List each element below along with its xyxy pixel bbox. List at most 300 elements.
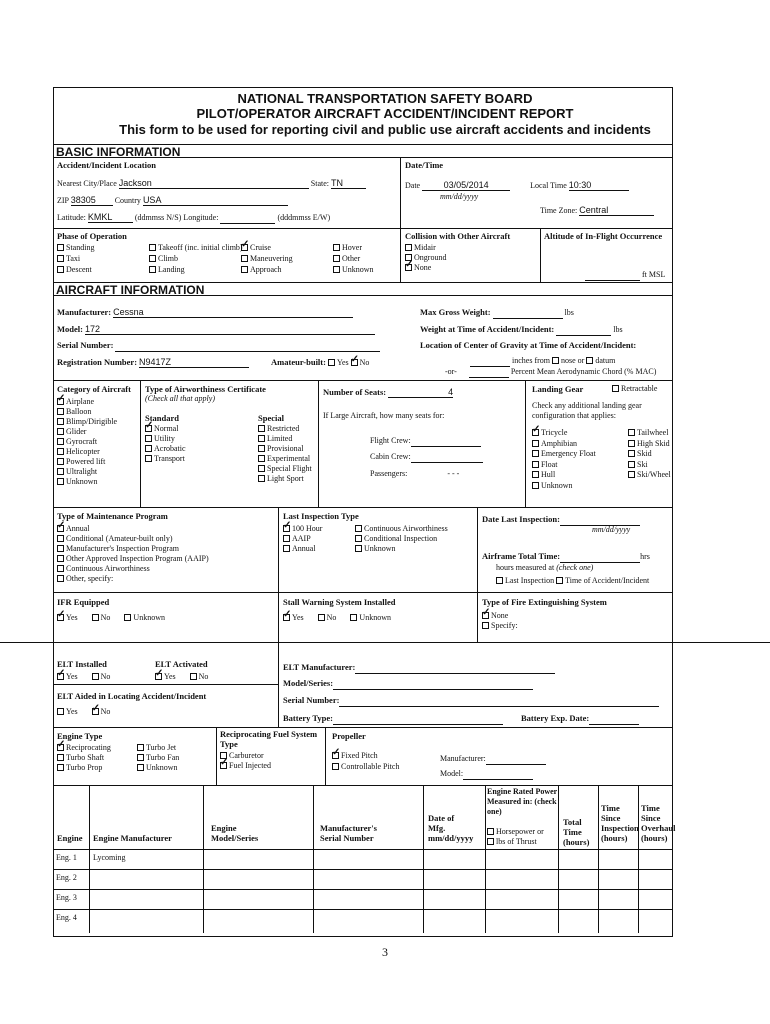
table-row xyxy=(56,873,77,883)
cabin-crew-row xyxy=(370,452,483,463)
engtypes-option-unknown xyxy=(137,763,178,773)
airworthiness-hint: (Check all that apply) xyxy=(145,394,215,403)
passengers-label: Passengers: xyxy=(370,469,408,478)
category-airplane-checkbox[interactable] xyxy=(57,398,64,405)
gear-float-label: Float xyxy=(541,459,558,469)
maint-other-specify-checkbox[interactable] xyxy=(57,575,64,582)
lastinsp-annual-label: Annual xyxy=(292,544,316,553)
engtypes-reciprocating-label: Reciprocating xyxy=(66,743,111,752)
phases-option-climb xyxy=(149,254,178,264)
fuel-fuel-injected-label: Fuel Injected xyxy=(229,761,271,770)
horsepower-checkbox[interactable] xyxy=(487,828,494,835)
engtypes-turbo-shaft-label: Turbo Shaft xyxy=(66,753,105,762)
cg-label: Location of Center of Gravity at Time of Accident/Incident: xyxy=(420,340,637,350)
cg-datum-label: datum xyxy=(595,356,616,365)
engtypes-turbo-jet-checkbox[interactable] xyxy=(137,744,144,751)
maint-continuous-airworthiness-checkbox[interactable] xyxy=(57,565,64,572)
fire-title: Type of Fire Extinguishing System xyxy=(482,597,607,607)
mgw-label: Max Gross Weight: xyxy=(420,307,491,317)
cg-or: or xyxy=(577,356,585,365)
cg-datum-checkbox[interactable] xyxy=(586,357,593,364)
stall-option-no xyxy=(318,613,337,622)
category-unknown-checkbox[interactable] xyxy=(57,478,64,485)
airframe-unit: hrs xyxy=(640,552,650,561)
engtypes-option-turbo-jet xyxy=(137,743,176,753)
std-utility-checkbox[interactable] xyxy=(145,435,152,442)
prop-model-field[interactable] xyxy=(463,769,533,780)
maint-other-approved-inspection-program-aaip-checkbox[interactable] xyxy=(57,555,64,562)
divider xyxy=(278,642,279,727)
local-time-label: Local Time xyxy=(530,181,567,190)
prop-model-label: Model: xyxy=(440,769,464,778)
ifr-no-label: No xyxy=(100,613,111,622)
stall-yes-label: Yes xyxy=(292,613,304,622)
table-row xyxy=(56,893,77,903)
local-time-field[interactable]: 10:30 xyxy=(569,180,629,191)
mgw-field[interactable] xyxy=(493,308,563,319)
amateur-no-checkbox[interactable] xyxy=(351,359,358,366)
lat-row xyxy=(57,212,330,224)
divider xyxy=(53,727,673,728)
gear-option-emergency-float xyxy=(532,449,596,459)
elt-serial-row xyxy=(283,695,659,707)
prop-controllable-pitch-checkbox[interactable] xyxy=(332,763,339,770)
col-time-since-overhaul: Time Since Overhaul (hours) xyxy=(641,803,676,843)
gear-skid-checkbox[interactable] xyxy=(628,450,635,457)
gear-ski-wheel-checkbox[interactable] xyxy=(628,471,635,478)
amateur-no-label: No xyxy=(359,358,370,367)
maint-manufacturer-s-inspection-program-checkbox[interactable] xyxy=(57,545,64,552)
altitude-field[interactable] xyxy=(585,270,640,281)
elt-mfr-label: ELT Manufacturer: xyxy=(283,662,356,672)
lastinsp-conditional-inspection-checkbox[interactable] xyxy=(355,535,362,542)
engtypes-option-turbo-fan xyxy=(137,753,179,763)
phases-approach-label: Approach xyxy=(250,265,282,274)
std-normal-checkbox[interactable] xyxy=(145,425,152,432)
weight-label: Weight at Time of Accident/Incident: xyxy=(420,324,555,334)
engtypes-option-reciprocating xyxy=(57,743,111,753)
cg-mac-row xyxy=(445,367,656,378)
flight-crew-row xyxy=(370,436,481,447)
engine-table xyxy=(53,785,676,935)
eltact-no-checkbox[interactable] xyxy=(190,673,197,680)
phases-approach-checkbox[interactable] xyxy=(241,266,248,273)
eltaid-no-checkbox[interactable] xyxy=(92,708,99,715)
city-label: Nearest City/Place xyxy=(57,179,117,188)
phases-other-checkbox[interactable] xyxy=(333,255,340,262)
engtypes-reciprocating-checkbox[interactable] xyxy=(57,744,64,751)
gear-hint: Check any additional landing gear configuration that applies: xyxy=(532,401,642,420)
gear-amphibian-label: Amphibian xyxy=(541,438,577,448)
category-glider-checkbox[interactable] xyxy=(57,428,64,435)
eltact-yes-checkbox[interactable] xyxy=(155,673,162,680)
category-helicopter-checkbox[interactable] xyxy=(57,448,64,455)
ifr-unknown-checkbox[interactable] xyxy=(124,614,131,621)
fire-none-checkbox[interactable] xyxy=(482,612,489,619)
weight-field[interactable] xyxy=(556,325,611,336)
phases-climb-checkbox[interactable] xyxy=(149,255,156,262)
last-inspection-checkbox[interactable] xyxy=(496,577,503,584)
gear-unknown-checkbox[interactable] xyxy=(532,482,539,489)
cabin-crew-label: Cabin Crew: xyxy=(370,452,411,461)
engine-number: Eng. 3 xyxy=(56,893,77,902)
amateur-yes-checkbox[interactable] xyxy=(328,359,335,366)
zip-row xyxy=(57,195,288,206)
std-acrobatic-label: Acrobatic xyxy=(154,444,186,453)
phases-option-maneuvering xyxy=(241,254,293,264)
spec-option-light-sport xyxy=(258,474,304,484)
battery-type-field[interactable] xyxy=(333,714,503,725)
spec-option-limited xyxy=(258,434,292,444)
std-option-utility xyxy=(145,434,175,444)
passengers-row xyxy=(370,469,459,479)
category-option-balloon xyxy=(57,407,91,417)
divider xyxy=(140,380,141,507)
category-ultralight-checkbox[interactable] xyxy=(57,468,64,475)
passengers-field[interactable]: - - - xyxy=(447,469,460,478)
stall-option-unknown xyxy=(350,613,391,622)
gear-tricycle-checkbox[interactable] xyxy=(532,429,539,436)
state-label: State: xyxy=(310,179,329,188)
lat-field[interactable]: KMKL xyxy=(88,212,133,223)
phases-takeoff-inc-initial-climb-checkbox[interactable] xyxy=(149,244,156,251)
engtypes-unknown-checkbox[interactable] xyxy=(137,764,144,771)
spec-limited-checkbox[interactable] xyxy=(258,435,265,442)
phases-taxi-checkbox[interactable] xyxy=(57,255,64,262)
retractable-checkbox[interactable] xyxy=(612,385,619,392)
category-balloon-label: Balloon xyxy=(66,407,92,416)
table-row xyxy=(56,853,126,863)
date-field[interactable]: 03/05/2014 xyxy=(422,180,510,191)
spec-special-flight-checkbox[interactable] xyxy=(258,465,265,472)
fuel-fuel-injected-checkbox[interactable] xyxy=(220,762,227,769)
state-field[interactable]: TN xyxy=(331,178,366,189)
lastinsp-continuous-airworthiness-label: Continuous Airworthiness xyxy=(364,524,448,533)
table-divider xyxy=(53,849,673,850)
weight-unit: lbs xyxy=(613,325,623,334)
lastinsp-unknown-checkbox[interactable] xyxy=(355,545,362,552)
zone-field[interactable]: Central xyxy=(579,205,654,216)
cg-mac-label: Percent Mean Aerodynamic Chord (% MAC) xyxy=(510,367,657,376)
cg-nose-checkbox[interactable] xyxy=(552,357,559,364)
engtypes-turbo-fan-label: Turbo Fan xyxy=(146,753,180,762)
ifr-option-unknown xyxy=(124,613,165,622)
ifr-title: IFR Equipped xyxy=(57,597,110,607)
col-total-time: Total Time (hours) xyxy=(563,817,590,847)
eltact-option-yes xyxy=(155,672,176,681)
ifr-no-checkbox[interactable] xyxy=(92,614,99,621)
reg-field[interactable]: N9417Z xyxy=(139,357,249,368)
airframe-row xyxy=(482,551,650,563)
serial-field[interactable] xyxy=(115,341,380,352)
col-date-of-mfg: Date of Mfg. mm/dd/yyyy xyxy=(428,813,474,843)
country-field[interactable]: USA xyxy=(143,195,288,206)
zip-field[interactable]: 38305 xyxy=(71,195,113,206)
spec-light-sport-label: Light Sport xyxy=(267,474,304,483)
phase-title: Phase of Operation xyxy=(57,231,127,241)
lastinsp-option-annual xyxy=(283,544,316,554)
form-header-agency: NATIONAL TRANSPORTATION SAFETY BOARD xyxy=(237,91,533,106)
category-balloon-checkbox[interactable] xyxy=(57,408,64,415)
category-option-gyrocraft xyxy=(57,437,97,447)
table-divider xyxy=(53,889,673,890)
prop-fixed-pitch-label: Fixed Pitch xyxy=(341,751,378,760)
elt-model-label: Model/Series: xyxy=(283,678,334,688)
table-divider xyxy=(53,909,673,910)
time-of-accident-checkbox[interactable] xyxy=(556,577,563,584)
cg-inches-label: inches from xyxy=(512,356,550,365)
category-helicopter-label: Helicopter xyxy=(66,447,100,456)
elt-model-field[interactable] xyxy=(333,679,533,690)
spec-experimental-checkbox[interactable] xyxy=(258,455,265,462)
std-option-transport xyxy=(145,454,185,464)
maint-option-other-approved-inspection-program-aaip xyxy=(57,554,209,564)
gear-emergency-float-label: Emergency Float xyxy=(541,449,596,458)
mfr-label: Manufacturer: xyxy=(57,307,112,317)
eltaid-yes-checkbox[interactable] xyxy=(57,708,64,715)
ifr-yes-checkbox[interactable] xyxy=(57,614,64,621)
gear-tailwheel-checkbox[interactable] xyxy=(628,429,635,436)
phases-descent-checkbox[interactable] xyxy=(57,266,64,273)
reg-label: Registration Number: xyxy=(57,357,138,367)
fire-option-specify xyxy=(482,621,518,631)
lastinsp-unknown-label: Unknown xyxy=(364,544,396,553)
gear-hull-checkbox[interactable] xyxy=(532,471,539,478)
prop-fixed-pitch-checkbox[interactable] xyxy=(332,752,339,759)
gear-hull-label: Hull xyxy=(541,470,556,479)
engine-manufacturer-cell[interactable]: Lycoming xyxy=(93,853,126,862)
fire-none-label: None xyxy=(491,611,509,620)
collision-title: Collision with Other Aircraft xyxy=(405,231,511,241)
gear-option-float xyxy=(532,460,557,470)
gear-ski-checkbox[interactable] xyxy=(628,461,635,468)
phases-hover-label: Hover xyxy=(342,243,362,252)
engtypes-turbo-prop-checkbox[interactable] xyxy=(57,764,64,771)
zone-label: Time Zone: xyxy=(540,206,578,215)
table-divider xyxy=(423,785,424,933)
elt-mfr-field[interactable] xyxy=(355,663,555,674)
category-blimp-dirigible-checkbox[interactable] xyxy=(57,418,64,425)
category-option-helicopter xyxy=(57,447,100,457)
lastinsp-100-hour-label: 100 Hour xyxy=(292,524,323,533)
last-inspection-label: Last Inspection xyxy=(505,576,555,585)
std-option-acrobatic xyxy=(145,444,186,454)
check-one-hint: (check one) xyxy=(556,563,594,572)
thrust-checkbox[interactable] xyxy=(487,838,494,845)
phases-option-hover xyxy=(333,243,362,253)
mfr-row xyxy=(57,307,353,318)
spec-experimental-label: Experimental xyxy=(267,454,311,463)
category-option-ultralight xyxy=(57,467,97,477)
col-engine-model: Engine Model/Series xyxy=(211,823,259,843)
table-divider xyxy=(485,785,486,933)
lon-field[interactable] xyxy=(220,213,275,224)
phases-other-label: Other xyxy=(342,254,361,263)
phases-climb-label: Climb xyxy=(158,254,179,263)
gear-option-unknown xyxy=(532,481,573,491)
category-option-powered-lift xyxy=(57,457,105,467)
flight-crew-field[interactable] xyxy=(411,436,481,447)
eltinst-yes-label: Yes xyxy=(66,672,78,681)
collisions-none-checkbox[interactable] xyxy=(405,264,412,271)
date-last-hint: mm/dd/yyyy xyxy=(592,525,631,534)
engtypes-turbo-fan-checkbox[interactable] xyxy=(137,754,144,761)
fire-specify-checkbox[interactable] xyxy=(482,622,489,629)
phases-landing-checkbox[interactable] xyxy=(149,266,156,273)
eltact-no-label: No xyxy=(198,672,209,681)
fire-specify-label: Specify: xyxy=(491,621,518,630)
lat-hint: (ddmmss N/S) xyxy=(134,213,182,222)
maint-option-other-specify xyxy=(57,574,113,584)
date-label: Date xyxy=(405,181,421,190)
city-field[interactable]: Jackson xyxy=(119,178,309,189)
maint-manufacturer-s-inspection-program-label: Manufacturer's Inspection Program xyxy=(66,544,179,553)
phases-maneuvering-checkbox[interactable] xyxy=(241,255,248,262)
lastinsp-annual-checkbox[interactable] xyxy=(283,545,290,552)
phases-unknown-checkbox[interactable] xyxy=(333,266,340,273)
phases-standing-label: Standing xyxy=(66,243,95,252)
spec-limited-label: Limited xyxy=(267,434,293,443)
mfr-field[interactable]: Cessna xyxy=(113,307,353,318)
phases-descent-label: Descent xyxy=(66,265,92,274)
std-acrobatic-checkbox[interactable] xyxy=(145,445,152,452)
gear-high-skid-checkbox[interactable] xyxy=(628,440,635,447)
collisions-none-label: None xyxy=(414,263,432,272)
lastinsp-continuous-airworthiness-checkbox[interactable] xyxy=(355,525,362,532)
category-gyrocraft-label: Gyrocraft xyxy=(66,437,98,446)
stall-options xyxy=(283,613,405,623)
engtypes-turbo-shaft-checkbox[interactable] xyxy=(57,754,64,761)
table-row xyxy=(56,913,77,923)
engtypes-option-turbo-prop xyxy=(57,763,102,773)
std-transport-checkbox[interactable] xyxy=(145,455,152,462)
phases-landing-label: Landing xyxy=(158,265,185,274)
category-powered-lift-label: Powered lift xyxy=(66,457,106,466)
battery-exp-field[interactable] xyxy=(589,714,639,725)
table-divider xyxy=(598,785,599,933)
cg-mac-field[interactable] xyxy=(469,367,509,378)
phases-option-standing xyxy=(57,243,94,253)
stall-unknown-checkbox[interactable] xyxy=(350,614,357,621)
spec-option-special-flight xyxy=(258,464,312,474)
gear-unknown-label: Unknown xyxy=(541,480,573,490)
lastinsp-100-hour-checkbox[interactable] xyxy=(283,525,290,532)
thrust-option xyxy=(487,837,537,847)
stall-no-checkbox[interactable] xyxy=(318,614,325,621)
retractable-label: Retractable xyxy=(621,384,658,393)
battery-type-label: Battery Type: xyxy=(283,713,333,723)
lastinsp-option-aaip xyxy=(283,534,311,544)
fuel-option-fuel-injected xyxy=(220,761,271,771)
table-divider xyxy=(638,785,639,933)
elt-installed-options xyxy=(57,672,124,682)
lastinsp-aaip-checkbox[interactable] xyxy=(283,535,290,542)
maint-option-continuous-airworthiness xyxy=(57,564,150,574)
ifr-unknown-label: Unknown xyxy=(133,613,165,622)
col-engine-manufacturer: Engine Manufacturer xyxy=(93,833,172,843)
datetime-title: Date/Time xyxy=(405,160,444,170)
category-gyrocraft-checkbox[interactable] xyxy=(57,438,64,445)
cabin-crew-field[interactable] xyxy=(411,452,483,463)
category-powered-lift-checkbox[interactable] xyxy=(57,458,64,465)
divider xyxy=(53,380,673,381)
eltinst-option-no xyxy=(92,672,111,681)
divider xyxy=(525,380,526,507)
engine-type-title: Engine Type xyxy=(57,731,103,741)
date-last-label: Date Last Inspection: xyxy=(482,514,560,524)
large-aircraft-label: If Large Aircraft, how many seats for: xyxy=(323,411,445,420)
ifr-option-yes xyxy=(57,613,78,622)
time-of-accident-label: Time of Accident/Incident xyxy=(565,576,650,585)
spec-provisional-checkbox[interactable] xyxy=(258,445,265,452)
phases-hover-checkbox[interactable] xyxy=(333,244,340,251)
maint-conditional-amateur-built-only-checkbox[interactable] xyxy=(57,535,64,542)
table-divider xyxy=(53,869,673,870)
divider xyxy=(325,727,326,785)
lon-label: Longitude: xyxy=(183,213,219,222)
spec-light-sport-checkbox[interactable] xyxy=(258,475,265,482)
phases-option-approach xyxy=(241,265,282,275)
elt-activated-title: ELT Activated xyxy=(155,659,208,669)
last-inspection-title: Last Inspection Type xyxy=(283,511,359,521)
category-option-glider xyxy=(57,427,86,437)
elt-serial-label: Serial Number: xyxy=(283,695,340,705)
cg-inches-field[interactable] xyxy=(470,356,510,367)
elt-serial-field[interactable] xyxy=(339,696,659,707)
hours-measured-label: hours measured at xyxy=(496,563,555,572)
gear-option-ski-wheel xyxy=(628,470,671,480)
gear-high-skid-label: High Skid xyxy=(637,438,670,448)
maint-annual-checkbox[interactable] xyxy=(57,525,64,532)
stall-yes-checkbox[interactable] xyxy=(283,614,290,621)
gear-amphibian-checkbox[interactable] xyxy=(532,440,539,447)
eltact-yes-label: Yes xyxy=(164,672,176,681)
phases-cruise-checkbox[interactable] xyxy=(241,244,248,251)
prop-mfr-field[interactable] xyxy=(486,754,546,765)
hours-measured-row xyxy=(496,563,593,573)
category-unknown-label: Unknown xyxy=(66,477,98,486)
elt-mfr-row xyxy=(283,662,555,674)
gear-float-checkbox[interactable] xyxy=(532,461,539,468)
form-header-subtitle: This form to be used for reporting civil and public use aircraft accidents and incidents xyxy=(119,122,651,137)
gear-emergency-float-checkbox[interactable] xyxy=(532,450,539,457)
amateur-label: Amateur-built: xyxy=(271,357,326,367)
gear-option-skid xyxy=(628,449,652,459)
spec-option-provisional xyxy=(258,444,303,454)
model-label: Model: xyxy=(57,324,83,334)
eltinst-yes-checkbox[interactable] xyxy=(57,673,64,680)
seats-field[interactable]: 4 xyxy=(388,387,453,398)
divider xyxy=(477,592,478,642)
divider xyxy=(0,642,770,643)
spec-option-restricted xyxy=(258,424,299,434)
airframe-label: Airframe Total Time: xyxy=(482,551,561,561)
eltaid-no-label: No xyxy=(100,707,111,716)
prop-controllable-pitch-label: Controllable Pitch xyxy=(341,762,400,771)
eltinst-no-checkbox[interactable] xyxy=(92,673,99,680)
airframe-field[interactable] xyxy=(560,552,640,563)
model-field[interactable]: 172 xyxy=(85,324,375,335)
spec-special-flight-label: Special Flight xyxy=(267,464,312,473)
model-row xyxy=(57,324,375,335)
spec-restricted-checkbox[interactable] xyxy=(258,425,265,432)
gear-option-tricycle xyxy=(532,428,567,438)
fuel-carburetor-label: Carburetor xyxy=(229,751,264,760)
propeller-title: Propeller xyxy=(332,731,366,741)
engine-number: Eng. 1 xyxy=(56,853,77,862)
phases-standing-checkbox[interactable] xyxy=(57,244,64,251)
collisions-midair-checkbox[interactable] xyxy=(405,244,412,251)
